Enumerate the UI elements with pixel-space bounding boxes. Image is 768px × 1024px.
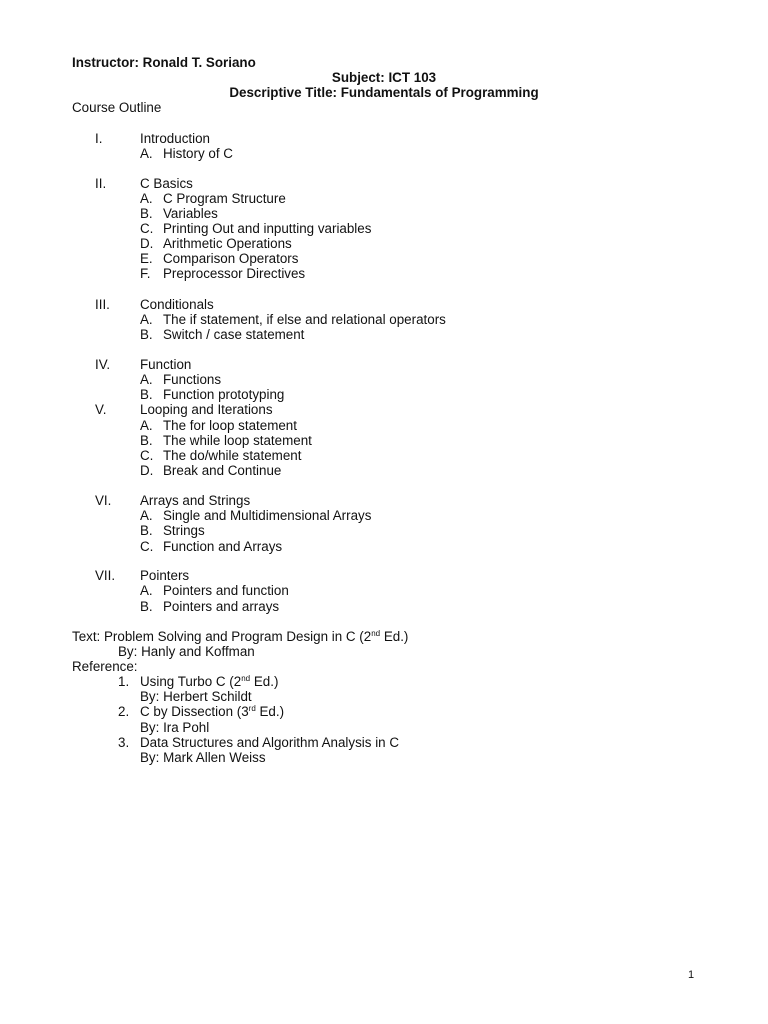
item-text: History of C [163,146,233,161]
item-text: Switch / case statement [163,327,305,342]
reference-title [140,674,278,689]
reference-edition-label: Ed.) [250,674,279,689]
item-letter: A. [140,191,153,206]
item-letter: B. [140,387,153,402]
item-text: Pointers and function [163,583,289,598]
item-text: Preprocessor Directives [163,266,306,281]
item-text: Functions [163,372,222,387]
item-text: Function and Arrays [163,539,283,554]
page-number: 1 [688,969,695,981]
item-letter: C. [140,448,154,463]
item-letter: B. [140,327,153,342]
section-title: Looping and Iterations [140,402,273,417]
item-letter: D. [140,463,154,478]
reference-edition-suffix: nd [241,674,251,683]
item-text: Single and Multidimensional Arrays [163,508,372,523]
item-letter: B. [140,206,153,221]
item-text: Variables [163,206,218,221]
subject-line: Subject: ICT 103 [331,70,437,85]
reference-title-text: Using Turbo C (2 [140,674,242,689]
item-text: Break and Continue [163,463,282,478]
item-text: The while loop statement [163,433,312,448]
textbook-edition-suffix: nd [371,629,381,638]
reference-number: 2. [118,704,130,719]
reference-author: By: Ira Pohl [140,720,210,735]
textbook-title: Text: Problem Solving and Program Design in C (2 [72,629,372,644]
section-numeral: V. [95,402,107,417]
section-title: Arrays and Strings [140,493,251,508]
item-letter: A. [140,583,153,598]
textbook-authors: By: Hanly and Koffman [118,644,255,659]
reference-number: 3. [118,735,130,750]
section-numeral: VI. [95,493,112,508]
item-letter: A. [140,372,153,387]
section-title: Introduction [140,131,210,146]
item-text: Arithmetic Operations [163,236,292,251]
reference-number: 1. [118,674,130,689]
reference-label: Reference: [72,659,138,674]
item-letter: A. [140,508,153,523]
item-letter: B. [140,523,153,538]
section-numeral: II. [95,176,107,191]
section-title: Pointers [140,568,190,583]
item-letter: E. [140,251,153,266]
item-text: C Program Structure [163,191,286,206]
textbook-line [72,629,408,644]
reference-title: Data Structures and Algorithm Analysis in C [140,735,400,750]
instructor-line: Instructor: Ronald T. Soriano [72,55,256,70]
reference-edition-label: Ed.) [255,704,285,719]
section-title: C Basics [140,176,193,191]
item-letter: F. [140,266,151,281]
item-letter: C. [140,539,154,554]
item-letter: B. [140,599,153,614]
section-title: Function [140,357,192,372]
item-letter: C. [140,221,154,236]
reference-edition-suffix: rd [248,704,256,713]
item-letter: D. [140,236,154,251]
section-numeral: III. [95,297,110,312]
reference-title [140,704,284,719]
section-numeral: VII. [95,568,116,583]
item-text: Pointers and arrays [163,599,280,614]
course-outline-label: Course Outline [72,100,162,115]
section-numeral: IV. [95,357,111,372]
item-text: The do/while statement [163,448,302,463]
item-letter: A. [140,418,153,433]
textbook-edition-label: Ed.) [380,629,409,644]
item-letter: B. [140,433,153,448]
item-letter: A. [140,312,153,327]
item-text: Function prototyping [163,387,285,402]
item-text: The for loop statement [163,418,297,433]
item-text: Strings [163,523,205,538]
reference-title-text: C by Dissection (3 [140,704,249,719]
section-title: Conditionals [140,297,214,312]
item-text: Printing Out and inputting variables [163,221,372,236]
item-text: Comparison Operators [163,251,299,266]
item-letter: A. [140,146,153,161]
reference-author: By: Herbert Schildt [140,689,252,704]
descriptive-title-line: Descriptive Title: Fundamentals of Programming [229,85,539,100]
section-numeral: I. [95,131,103,146]
reference-author: By: Mark Allen Weiss [140,750,266,765]
item-text: The if statement, if else and relational operators [163,312,446,327]
